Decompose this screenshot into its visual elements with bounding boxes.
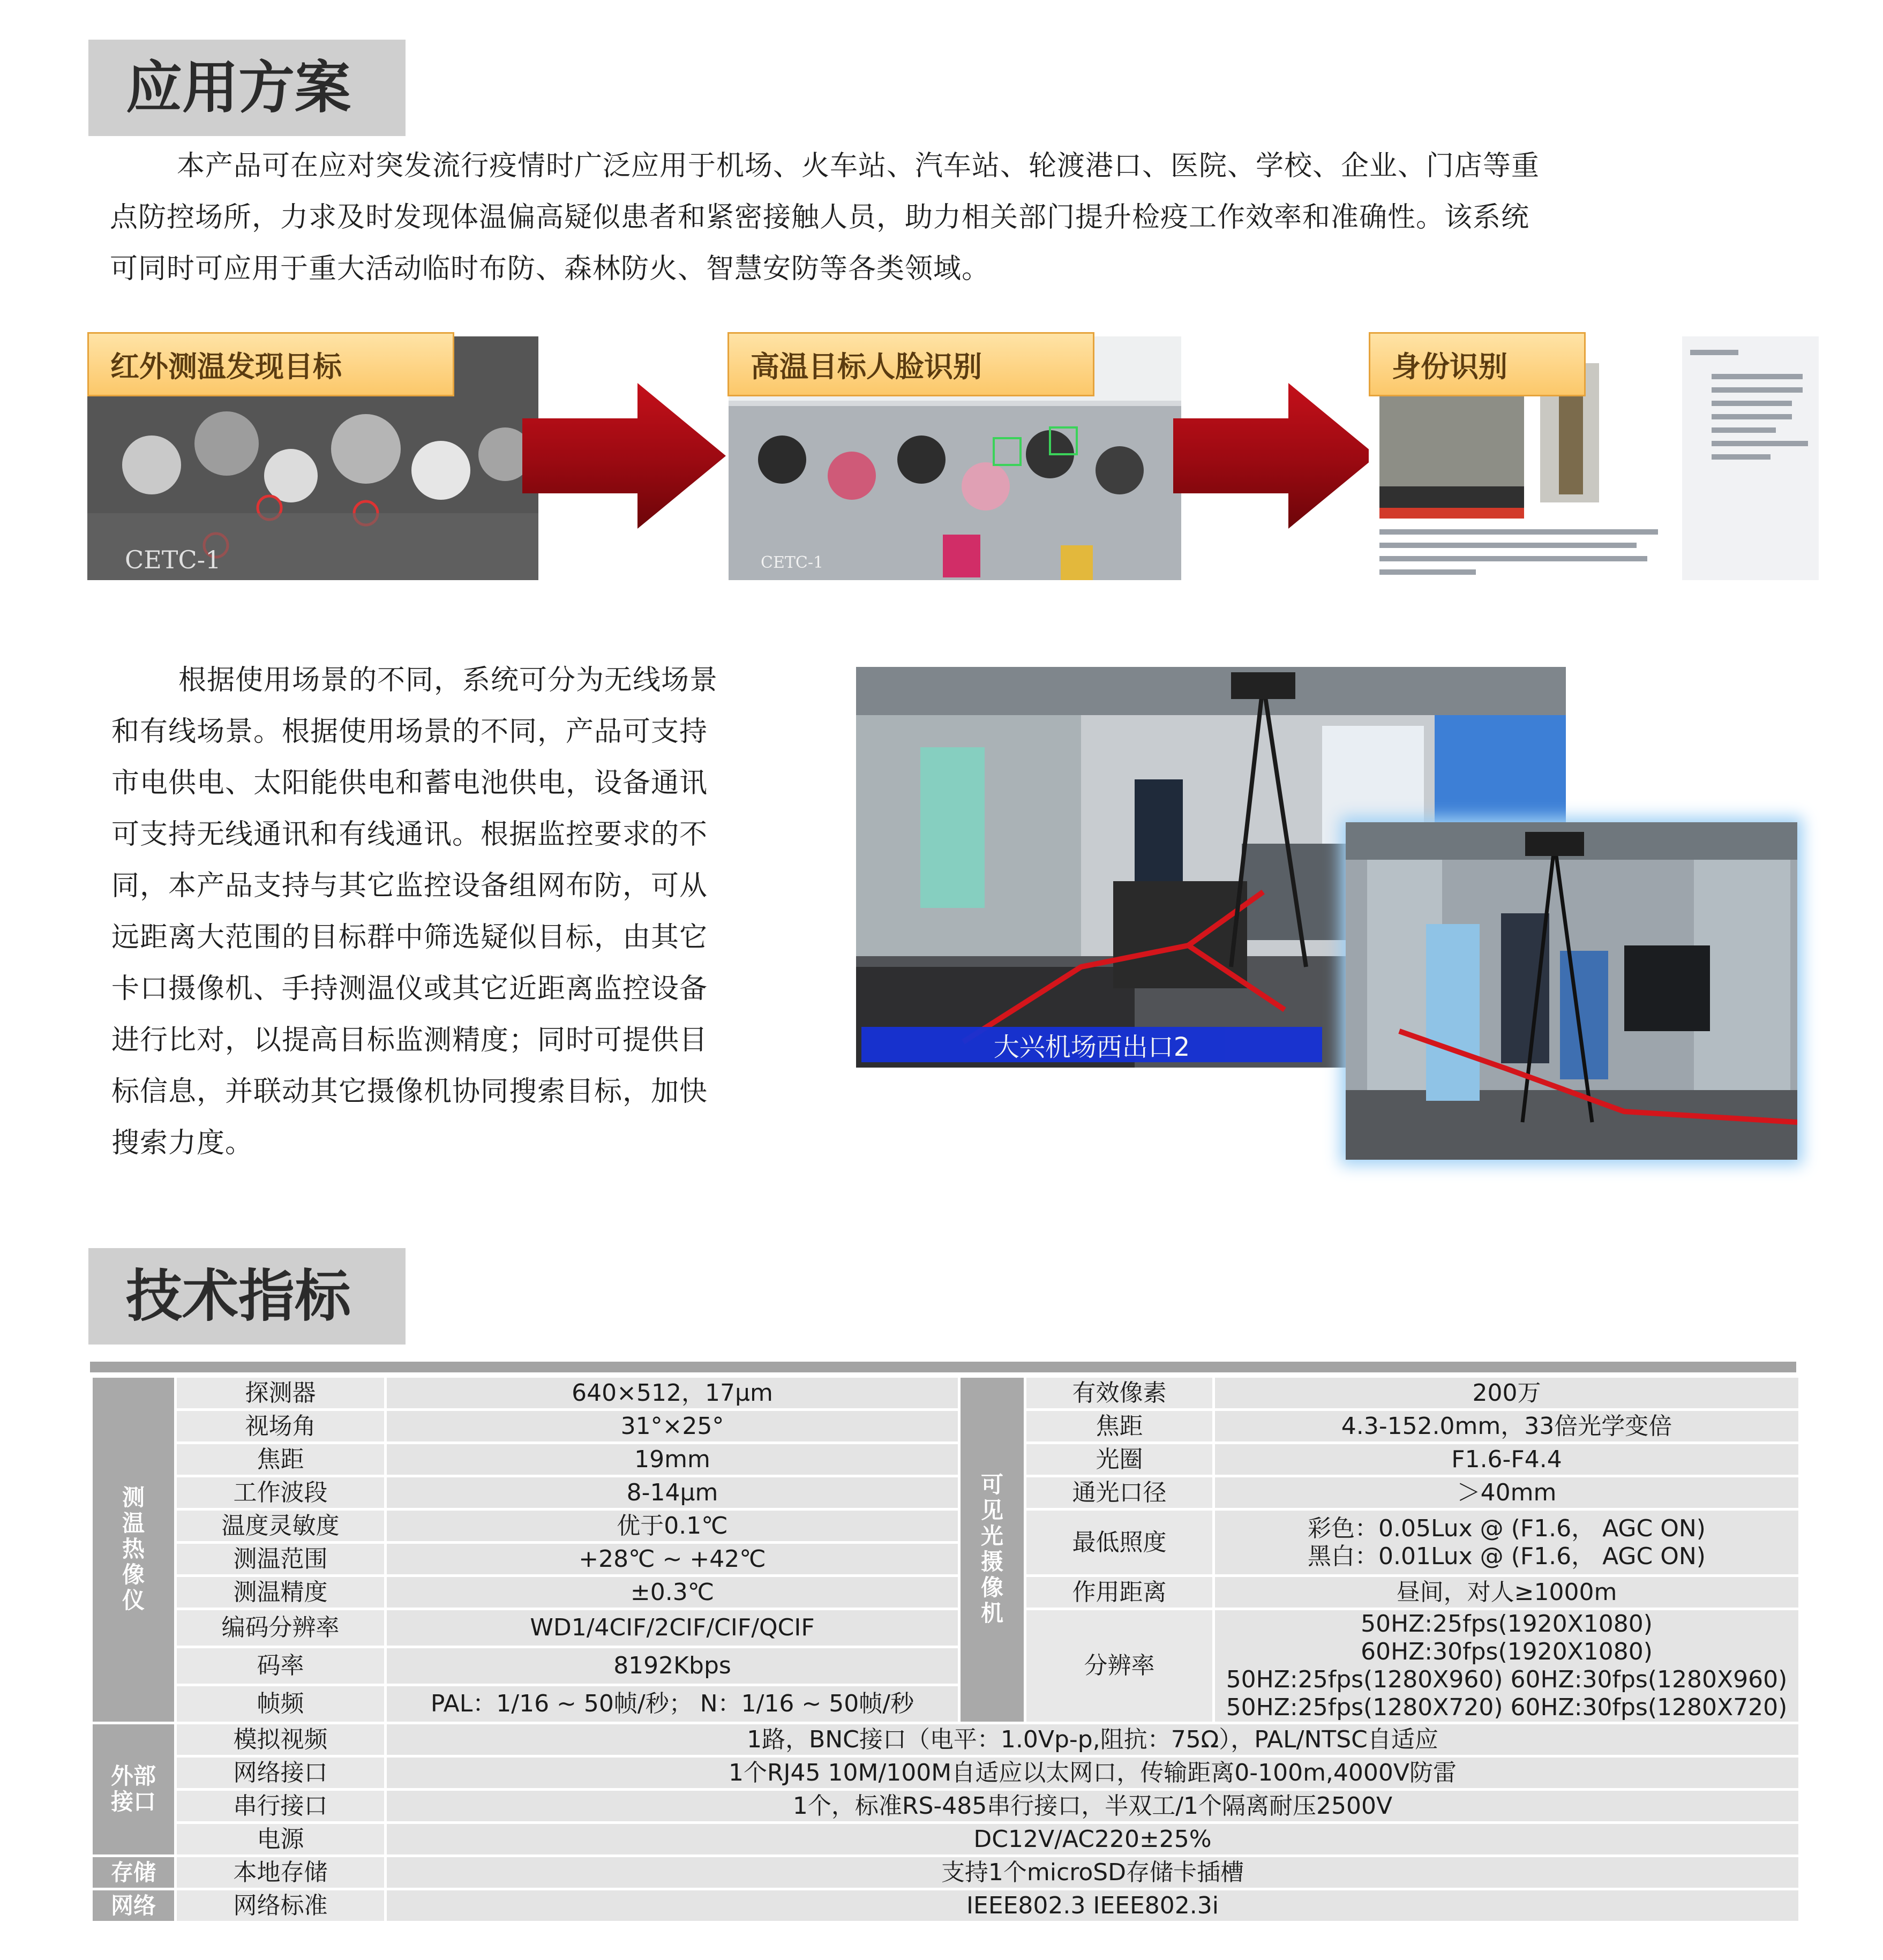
table-row: [93, 1610, 1798, 1646]
spec-value-multiline: [1215, 1610, 1798, 1722]
spec-table: [90, 1375, 1801, 1924]
group-label: 测温热像仪: [122, 1484, 145, 1613]
scenario-line: 可支持无线通讯和有线通讯。根据监控要求的不: [111, 818, 708, 851]
group-label: 外部接口: [110, 1762, 156, 1815]
step-label-face: [727, 332, 1094, 396]
section-title-text: 技术指标: [126, 1263, 351, 1329]
photo-caption-text: 大兴机场西出口2: [993, 1032, 1190, 1062]
step-label-infrared: [87, 332, 454, 396]
spec-name: 测温精度: [177, 1577, 384, 1608]
spec-value: 支持1个microSD存储卡插槽: [387, 1857, 1798, 1888]
photo-caption: [861, 1027, 1322, 1062]
group-network: 网络: [93, 1890, 174, 1921]
spec-value: DC12V/AC220±25%: [387, 1824, 1798, 1854]
scenario-line: 进行比对，以提高目标监测精度；同时可提供目: [111, 1024, 708, 1056]
spec-name: 本地存储: [177, 1857, 384, 1888]
spec-value: 200万: [1215, 1378, 1798, 1408]
spec-name: 有效像素: [1026, 1378, 1212, 1408]
spec-value: +28℃ ~ +42℃: [387, 1544, 958, 1574]
table-row: [93, 1477, 1798, 1508]
spec-value: PAL：1/16 ~ 50帧/秒； N：1/16 ~ 50帧/秒: [387, 1686, 958, 1722]
scenario-line: 远距离大范围的目标群中筛选疑似目标，由其它: [111, 921, 708, 953]
scenario-line: 同，本产品支持与其它监控设备组网布防，可从: [111, 870, 708, 902]
intro-paragraph: [110, 140, 1771, 295]
spec-value: 640×512，17μm: [387, 1378, 958, 1408]
spec-name: 光圈: [1026, 1444, 1212, 1475]
table-row: [93, 1577, 1798, 1608]
table-row: [93, 1444, 1798, 1475]
spec-name: 视场角: [177, 1411, 384, 1441]
table-row: [93, 1791, 1798, 1821]
table-row: [93, 1758, 1798, 1788]
spec-value: WD1/4CIF/2CIF/CIF/QCIF: [387, 1610, 958, 1646]
arrow-right-icon: [1173, 383, 1377, 529]
table-row: [93, 1378, 1798, 1408]
intro-line: 点防控场所，力求及时发现体温偏高疑似患者和紧密接触人员，助力相关部门提升检疫工作效率和准确性。该系统: [110, 201, 1530, 234]
spec-name: 最低照度: [1026, 1511, 1212, 1574]
spec-name: 串行接口: [177, 1791, 384, 1821]
step-label-text: 身份识别: [1392, 349, 1507, 384]
step-label-text: 红外测温发现目标: [110, 349, 342, 384]
spec-value-line: 50HZ:25fps(1920X1080) 60HZ:30fps(1920X1080): [1361, 1610, 1653, 1665]
scenario-line: 搜索力度。: [111, 1127, 254, 1159]
scenario-line: 根据使用场景的不同，系统可分为无线场景: [178, 664, 718, 696]
intro-line: 可同时可应用于重大活动临时布防、森林防火、智慧安防等各类领域。: [110, 253, 991, 285]
spec-value: F1.6-F4.4: [1215, 1444, 1798, 1475]
arrow-right-icon: [522, 383, 726, 529]
airport-closeup-illustration: [1346, 822, 1797, 1160]
intro-line: 本产品可在应对突发流行疫情时广泛应用于机场、火车站、汽车站、轮渡港口、医院、学校、企业、门店等重: [177, 150, 1540, 182]
group-visible: [961, 1378, 1024, 1722]
spec-name: 焦距: [177, 1444, 384, 1475]
spec-name: 码率: [177, 1648, 384, 1684]
spec-name: 分辨率: [1026, 1610, 1212, 1722]
scenario-paragraph: [111, 655, 829, 1169]
table-row: [93, 1824, 1798, 1854]
spec-value: 8-14μm: [387, 1477, 958, 1508]
spec-name: 帧频: [177, 1686, 384, 1722]
spec-value-multiline: [1215, 1511, 1798, 1574]
scenario-line: 标信息，并联动其它摄像机协同搜索目标，加快: [111, 1076, 708, 1108]
spec-name: 通光口径: [1026, 1477, 1212, 1508]
group-thermal: [93, 1378, 174, 1722]
spec-value: 8192Kbps: [387, 1648, 958, 1684]
spec-value: 4.3-152.0mm，33倍光学变倍: [1215, 1411, 1798, 1441]
spec-value: ±0.3℃: [387, 1577, 958, 1608]
group-storage: 存储: [93, 1857, 174, 1888]
spec-value-line: 彩色：0.05Lux @ (F1.6， AGC ON): [1308, 1514, 1706, 1542]
spec-value: 31°×25°: [387, 1411, 958, 1441]
spec-name: 工作波段: [177, 1477, 384, 1508]
spec-value: 昼间，对人≥1000m: [1215, 1577, 1798, 1608]
spec-value-line: 50HZ:25fps(1280X720) 60HZ:30fps(1280X720): [1226, 1694, 1788, 1721]
spec-name: 模拟视频: [177, 1724, 384, 1755]
spec-value: 1路，BNC接口（电平：1.0Vp-p,阻抗：75Ω），PAL/NTSC自适应: [387, 1724, 1798, 1755]
section-title-specs: [88, 1248, 406, 1345]
section-title-text: 应用方案: [126, 55, 351, 121]
spec-name: 焦距: [1026, 1411, 1212, 1441]
spec-value: 19mm: [387, 1444, 958, 1475]
spec-name: 温度灵敏度: [177, 1511, 384, 1541]
group-external: [93, 1724, 174, 1854]
spec-name: 测温范围: [177, 1544, 384, 1574]
divider-bar: [90, 1362, 1796, 1372]
spec-value: 优于0.1℃: [387, 1511, 958, 1541]
camera-overlay-text: CETC-1: [125, 545, 221, 574]
step-label-identity: [1369, 332, 1586, 396]
table-row: [93, 1890, 1798, 1921]
spec-name: 探测器: [177, 1378, 384, 1408]
spec-value: ＞40mm: [1215, 1477, 1798, 1508]
group-label: 可见光摄像机: [980, 1471, 1003, 1626]
table-row: [93, 1511, 1798, 1541]
spec-name: 电源: [177, 1824, 384, 1854]
spec-name: 网络标准: [177, 1890, 384, 1921]
spec-name: 作用距离: [1026, 1577, 1212, 1608]
section-title-application: [88, 40, 406, 136]
table-row: [93, 1724, 1798, 1755]
table-row: [93, 1411, 1798, 1441]
scenario-line: 和有线场景。根据使用场景的不同，产品可支持: [111, 716, 708, 748]
spec-name: 编码分辨率: [177, 1610, 384, 1646]
spec-value-line: 50HZ:25fps(1280X960) 60HZ:30fps(1280X960): [1226, 1666, 1788, 1693]
airport-closeup-photo: [1346, 822, 1797, 1160]
spec-value: 1个RJ45 10M/100M自适应以太网口，传输距离0-100m,4000V防雷: [387, 1758, 1798, 1788]
scenario-line: 卡口摄像机、手持测温仪或其它近距离监控设备: [111, 973, 708, 1005]
spec-value: 1个，标准RS-485串行接口，半双工/1个隔离耐压2500V: [387, 1791, 1798, 1821]
step-label-text: 高温目标人脸识别: [751, 349, 982, 384]
spec-value-line: 黑白：0.01Lux @ (F1.6， AGC ON): [1308, 1542, 1706, 1570]
scenario-line: 市电供电、太阳能供电和蓄电池供电，设备通讯: [111, 767, 708, 799]
table-row: [93, 1857, 1798, 1888]
spec-value: IEEE802.3 IEEE802.3i: [387, 1890, 1798, 1921]
spec-name: 网络接口: [177, 1758, 384, 1788]
camera-overlay-text: CETC-1: [761, 553, 824, 572]
